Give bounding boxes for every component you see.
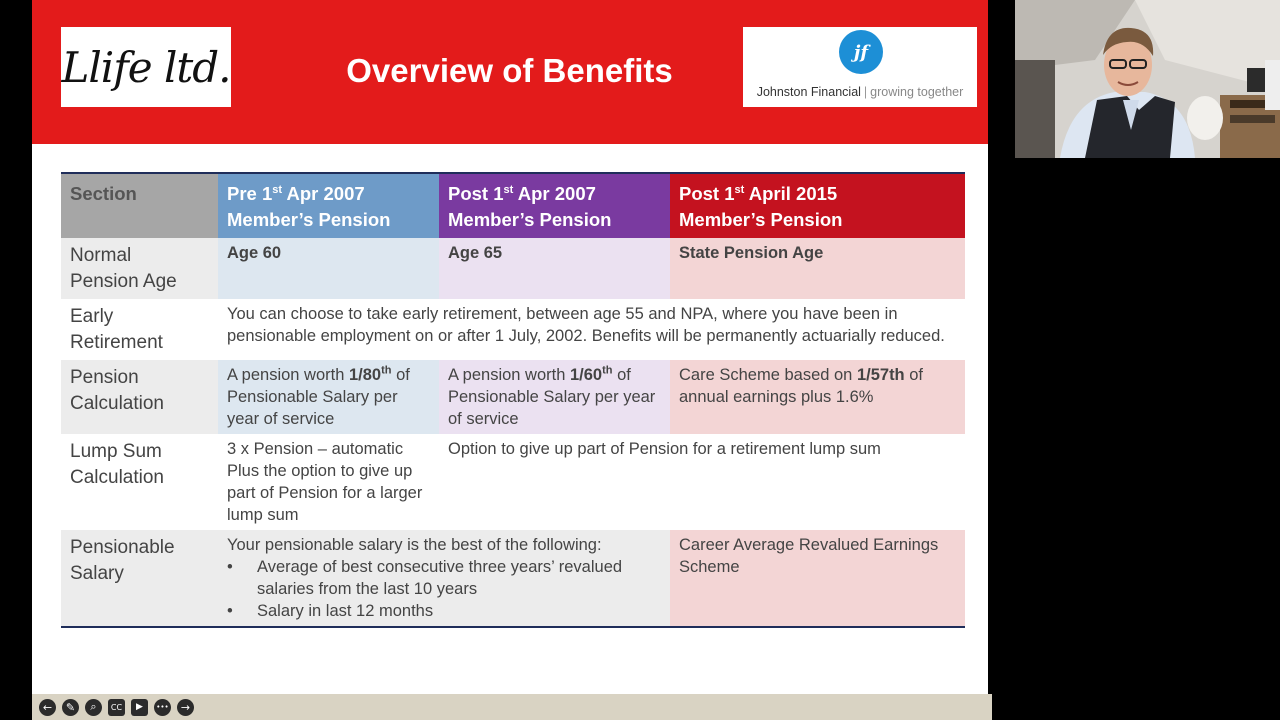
cell-pre-2007: A pension worth 1/80th of Pensionable Salary per year of service — [218, 360, 439, 434]
list-item: • Salary in last 12 months — [257, 600, 661, 622]
pen-icon[interactable]: ✎ — [62, 699, 79, 716]
table-header-row — [61, 173, 965, 238]
header-post-2007: Post 1st Apr 2007 Member’s Pension — [439, 173, 670, 238]
johnston-financial-logo — [743, 27, 977, 107]
llife-logo-text: Llife ltd. — [61, 42, 231, 92]
row-label: Lump Sum Calculation — [61, 434, 218, 530]
row-label: Pensionable Salary — [61, 530, 218, 627]
company-name: Johnston Financial — [756, 85, 861, 99]
company-tagline: growing together — [870, 85, 964, 99]
video-icon[interactable]: ▶ — [131, 699, 148, 716]
cell-pre-2007: Age 60 — [218, 238, 439, 299]
cell-post-2015: Care Scheme based on 1/57th of annual earnings plus 1.6% — [670, 360, 965, 434]
header-section: Section — [61, 173, 218, 238]
slide-title: Overview of Benefits — [346, 52, 673, 89]
cell-pre-2007: 3 x Pension – automatic Plus the option to give up part of Pension for a larger lump sum — [218, 434, 439, 530]
list-item: • Average of best consecutive three years’ revalued salaries from the last 10 years — [257, 556, 661, 600]
row-pensionable-salary — [61, 530, 965, 627]
salary-bullet-list — [227, 556, 661, 622]
captions-icon[interactable]: CC — [108, 699, 125, 716]
row-early-retirement — [61, 299, 965, 360]
cell-post-2015: Career Average Revalued Earnings Scheme — [670, 530, 965, 627]
llife-logo — [61, 27, 231, 107]
slide-header — [32, 0, 988, 144]
row-lump-sum — [61, 434, 965, 530]
presenter-video-image — [1015, 0, 1280, 158]
row-label: Early Retirement — [61, 299, 218, 360]
jf-logo-icon: jf — [839, 30, 883, 74]
header-pre-2007: Pre 1st Apr 2007 Member’s Pension — [218, 173, 439, 238]
johnston-financial-logo-text — [743, 85, 977, 99]
row-label: Normal Pension Age — [61, 238, 218, 299]
presentation-slide — [32, 0, 988, 694]
back-icon[interactable]: ← — [39, 699, 56, 716]
benefits-table — [61, 172, 965, 628]
more-icon[interactable]: ••• — [154, 699, 171, 716]
row-label: Pension Calculation — [61, 360, 218, 434]
forward-icon[interactable]: → — [177, 699, 194, 716]
row-normal-pension-age — [61, 238, 965, 299]
cell-early-retirement-text: You can choose to take early retirement, between age 55 and NPA, where you have been in pensionable employment on or after 1 July, 2002. Benefits will be permanently actuarially reduced. — [218, 299, 965, 360]
cell-post-2007: Age 65 — [439, 238, 670, 299]
cell-post-2015: State Pension Age — [670, 238, 965, 299]
zoom-icon[interactable]: ⌕ — [85, 699, 102, 716]
logo-separator: | — [863, 85, 868, 99]
cell-post: Option to give up part of Pension for a retirement lump sum — [439, 434, 965, 530]
cell-pre-post-2007 — [218, 530, 670, 627]
salary-intro: Your pensionable salary is the best of the following: — [227, 536, 602, 554]
presenter-webcam — [1015, 0, 1280, 158]
header-post-2015: Post 1st April 2015 Member’s Pension — [670, 173, 965, 238]
presentation-toolbar — [32, 694, 992, 720]
row-pension-calculation — [61, 360, 965, 434]
cell-post-2007: A pension worth 1/60th of Pensionable Salary per year of service — [439, 360, 670, 434]
